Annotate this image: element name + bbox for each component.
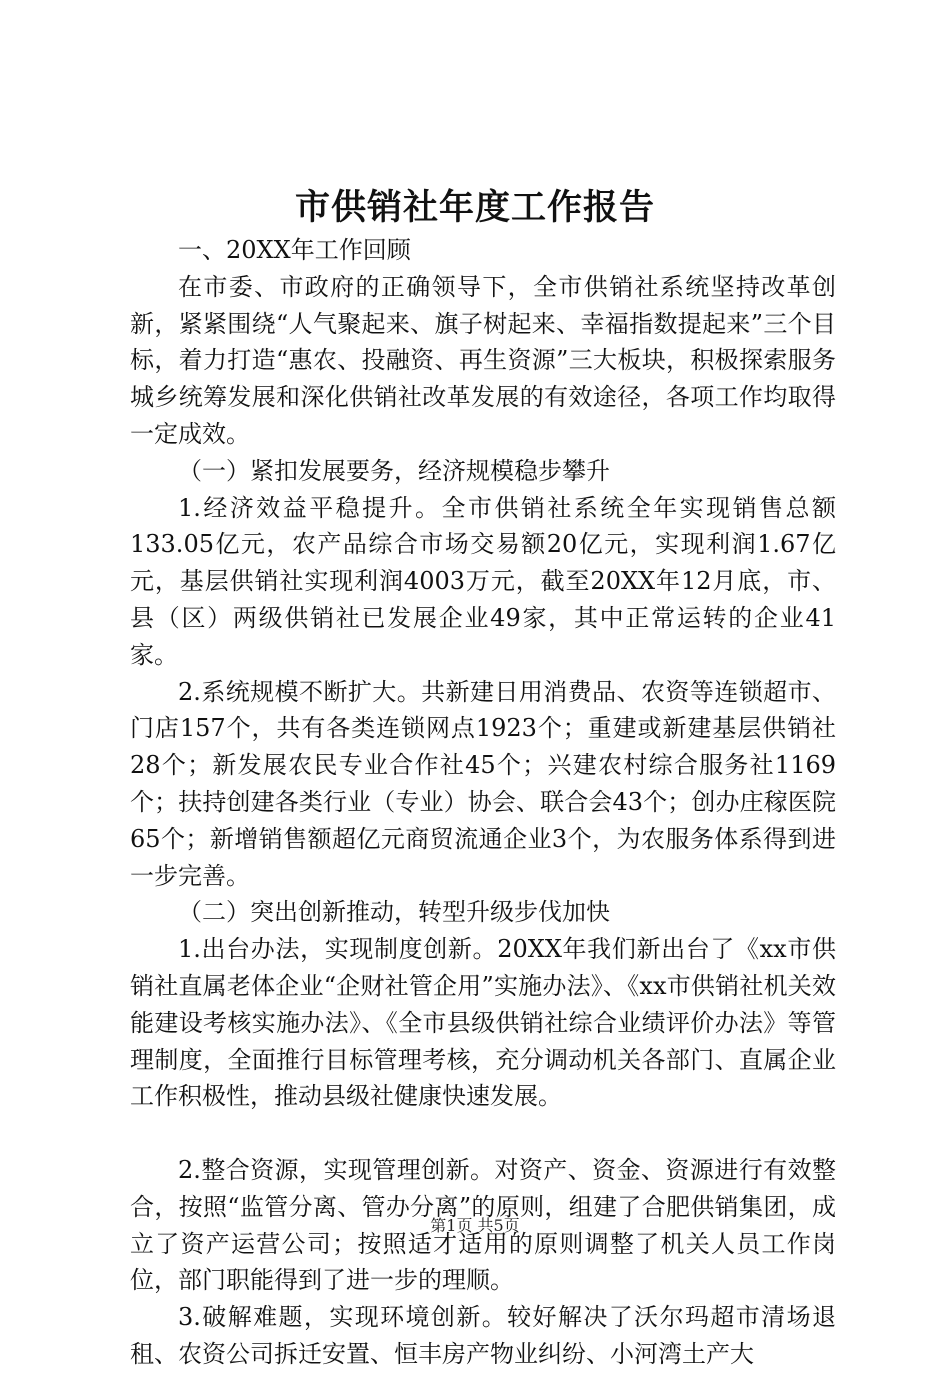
paragraph: 1.出台办法，实现制度创新。20XX年我们新出台了《xx市供销社直属老体企业“企财社管企用”实施办法》、《xx市供销社机关效能建设考核实施办法》、《全市县级供销社综合业绩评价办法》等管理制度，全面推行目标管理考核，充分调动机关各部门、直属企业工作积极性，推动县级社健康快速发展。 bbox=[130, 935, 836, 1111]
paragraph: 1.经济效益平稳提升。全市供销社系统全年实现销售总额133.05亿元，农产品综合市场交易额20亿元，实现利润1.67亿元，基层供销社实现利润4003万元，截至20XX年12月底，市、县（区）两级供销社已发展企业49家，其中正常运转的企业41家。 bbox=[130, 493, 836, 669]
subsection-heading: （二）突出创新推动，转型升级步伐加快 bbox=[178, 898, 610, 927]
section-heading: 一、20XX年工作回顾 bbox=[178, 236, 411, 264]
subsection-heading: （一）紧扣发展要务，经济规模稳步攀升 bbox=[178, 456, 610, 485]
paragraph: 2.系统规模不断扩大。共新建日用消费品、农资等连锁超市、门店157个，共有各类连锁网点1923个；重建或新建基层供销社28个；新发展农民专业合作社45个；兴建农村综合服务社1169个；扶持创建各类行业（专业）协会、联合会43个；创办庄稼医院65个；新增销售额超亿元商贸流通企业3个，为农服务体系得到进一步完善。 bbox=[130, 677, 836, 890]
paragraph: 在市委、市政府的正确领导下，全市供销社系统坚持改革创新，紧紧围绕“人气聚起来、旗子树起来、幸福指数提起来”三个目标，着力打造“惠农、投融资、再生资源”三大板块，积极探索服务城乡统筹发展和深化供销社改革发展的有效途径，各项工作均取得一定成效。 bbox=[130, 272, 836, 448]
document-body bbox=[130, 232, 836, 1373]
paragraph: 3.破解难题，实现环境创新。较好解决了沃尔玛超市清场退租、农资公司拆迁安置、恒丰房产物业纠纷、小河湾土产大 bbox=[130, 1303, 836, 1368]
page-number-footer: 第1页 共5页 bbox=[430, 1216, 520, 1235]
paragraph: 2.整合资源，实现管理创新。对资产、资金、资源进行有效整合，按照“监管分离、管办分离”的原则，组建了合肥供销集团，成立了资产运营公司；按照适才适用的原则调整了机关人员工作岗位，部门职能得到了进一步的理顺。 bbox=[130, 1155, 836, 1295]
document-title: 市供销社年度工作报告 bbox=[294, 188, 655, 228]
